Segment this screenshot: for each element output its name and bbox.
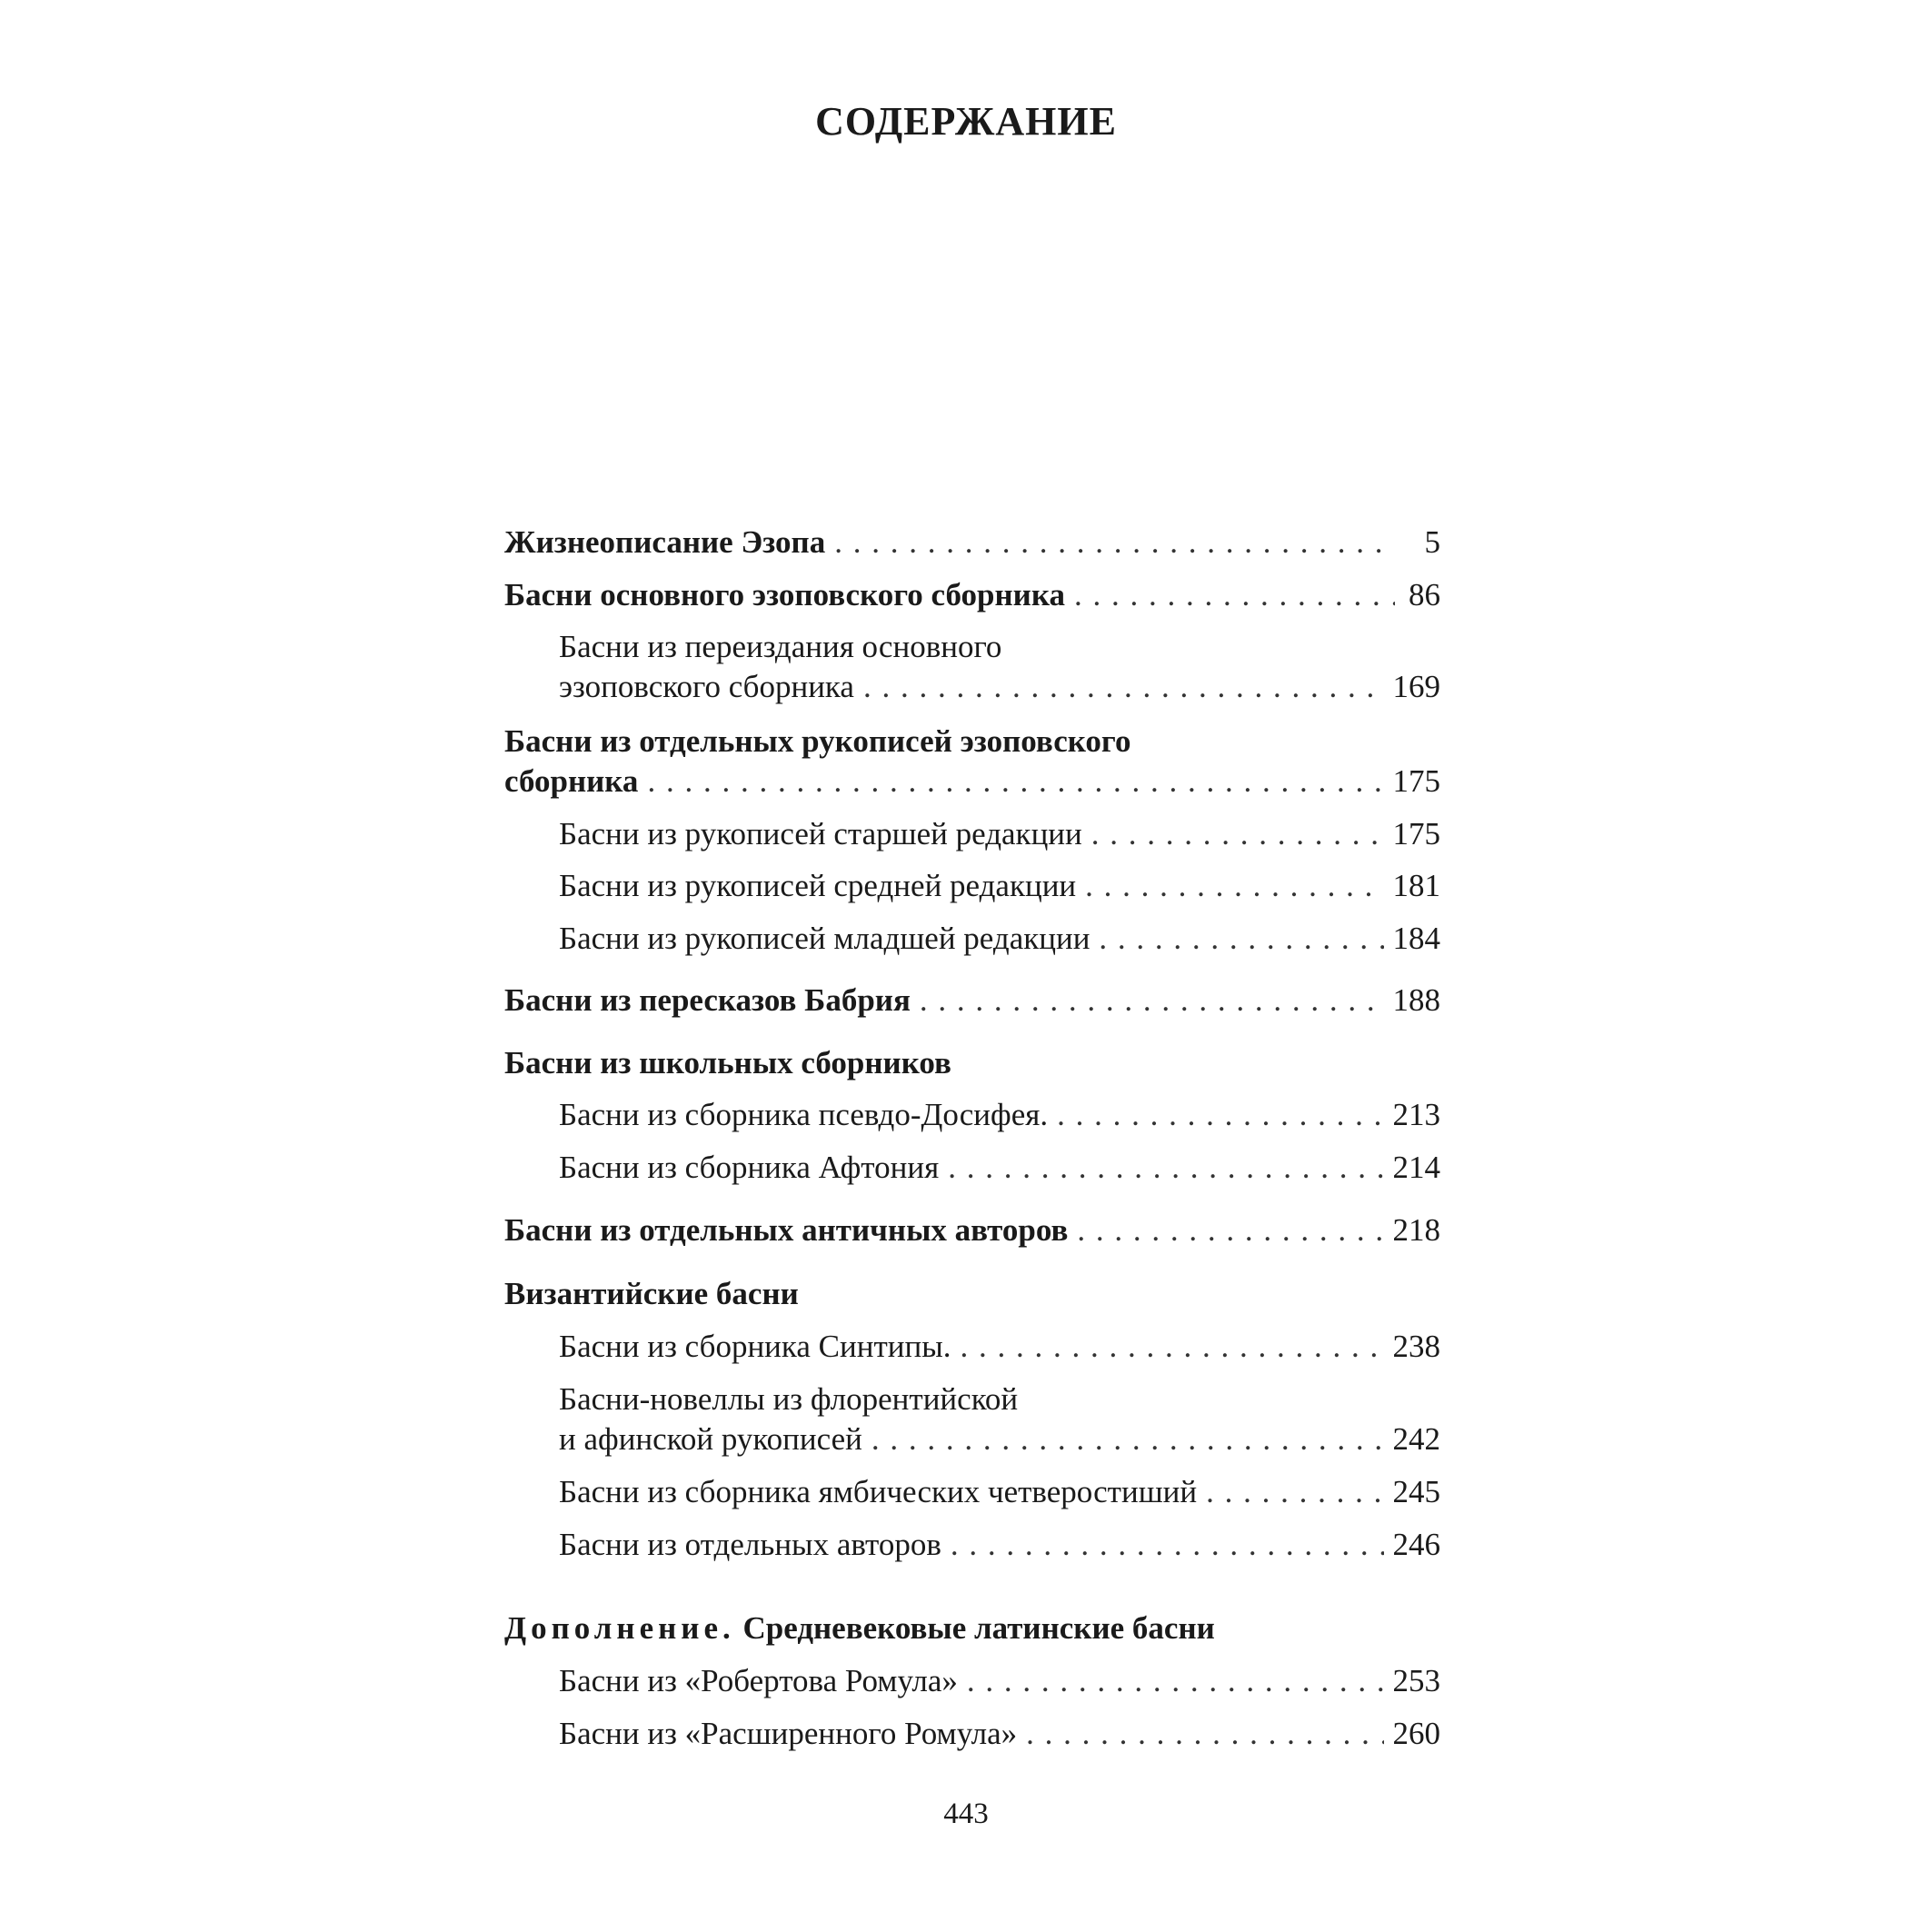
toc-page-number: 214 — [1392, 1150, 1440, 1185]
toc-page-number: 245 — [1392, 1474, 1440, 1509]
toc-entry-label: Басни из отдельных авторов — [559, 1527, 941, 1562]
toc-entry-label: Басни-новеллы из флорентийской — [559, 1381, 1019, 1417]
toc-page-number: 218 — [1392, 1212, 1440, 1248]
toc-entry-label: Византийские басни — [504, 1276, 799, 1311]
toc-entry[interactable] — [504, 520, 1440, 565]
toc-page-number: 175 — [1392, 763, 1440, 799]
toc-entry-label-rest: Средневековые латинские басни — [742, 1610, 1215, 1646]
toc-entry[interactable] — [559, 1324, 1440, 1369]
toc-entry-label: Басни из переиздания основного — [559, 629, 1002, 664]
toc-entry-label: Басни из рукописей младшей редакции — [559, 921, 1090, 956]
dot-leader — [920, 978, 1384, 1023]
toc-page-number: 175 — [1392, 816, 1440, 851]
toc-entry-label: Басни из «Робертова Ромула» — [559, 1663, 958, 1698]
toc-entry-label-spaced: Дополнение. — [504, 1610, 735, 1646]
dot-leader — [1074, 573, 1395, 618]
toc-entry[interactable] — [559, 1711, 1440, 1757]
toc-entry-label: и афинской рукописей — [559, 1421, 862, 1457]
toc-entry-label: Басни из отдельных рукописей эзоповского — [504, 723, 1131, 759]
toc-entry[interactable] — [559, 1658, 1440, 1704]
toc-entry-label: Басни из рукописей средней редакции — [559, 868, 1077, 903]
toc-entry[interactable] — [559, 863, 1440, 909]
toc-entry-label: Басни из сборника Афтония — [559, 1150, 940, 1185]
dot-leader — [863, 664, 1384, 710]
dot-leader — [871, 1417, 1384, 1462]
toc-entry[interactable] — [504, 1208, 1440, 1253]
toc-entry[interactable] — [559, 664, 1440, 710]
toc-entry-label: сборника — [504, 763, 639, 799]
dot-leader — [1085, 863, 1383, 909]
dot-leader — [951, 1522, 1384, 1568]
toc-entry-label — [504, 1606, 1215, 1651]
toc-entry-label: Басни из сборника псевдо-Досифея. — [559, 1097, 1049, 1132]
toc-entry[interactable] — [559, 916, 1440, 961]
toc-entry[interactable] — [559, 1145, 1440, 1190]
dot-leader — [647, 759, 1383, 804]
dot-leader — [967, 1658, 1384, 1704]
toc-entry[interactable] — [504, 573, 1440, 618]
toc-page-number: 246 — [1392, 1527, 1440, 1562]
dot-leader — [1206, 1469, 1383, 1515]
toc-entry[interactable] — [559, 1417, 1440, 1462]
toc-entry-label: Басни из пересказов Бабрия — [504, 982, 911, 1018]
toc-section-heading[interactable] — [504, 1606, 1440, 1651]
toc-entry-line[interactable] — [559, 624, 1440, 670]
toc-page-number: 86 — [1409, 577, 1440, 612]
toc-entry-line[interactable] — [559, 1377, 1440, 1422]
dot-leader — [1026, 1711, 1383, 1757]
toc-entry-label: Басни из сборника ямбических четверостиший — [559, 1474, 1198, 1509]
toc-entry[interactable] — [559, 812, 1440, 857]
dot-leader — [1091, 812, 1384, 857]
page-number: 443 — [943, 1798, 989, 1830]
toc-section-heading[interactable] — [504, 1041, 1440, 1086]
dot-leader — [961, 1324, 1384, 1369]
toc-entry-line[interactable] — [504, 719, 1440, 764]
toc-page-number: 169 — [1392, 669, 1440, 704]
toc-page-number: 253 — [1392, 1663, 1440, 1698]
dot-leader — [1099, 916, 1383, 961]
toc-page-number: 188 — [1392, 982, 1440, 1018]
dot-leader — [1057, 1092, 1383, 1138]
toc-page-number: 213 — [1392, 1097, 1440, 1132]
toc-page-number: 181 — [1392, 868, 1440, 903]
toc-entry-label: Басни основного эзоповского сборника — [504, 577, 1065, 612]
toc-entry[interactable] — [504, 978, 1440, 1023]
dot-leader — [1077, 1208, 1383, 1253]
page-title: СОДЕРЖАНИЕ — [815, 99, 1117, 144]
dot-leader — [948, 1145, 1383, 1190]
toc-entry-label: эзоповского сборника — [559, 669, 854, 704]
toc-page-number: 184 — [1392, 921, 1440, 956]
toc-entry-label: Басни из сборника Синтипы. — [559, 1329, 951, 1364]
toc-entry-label: Басни из «Расширенного Ромула» — [559, 1716, 1018, 1751]
toc-page-number: 260 — [1392, 1716, 1440, 1751]
toc-entry[interactable] — [504, 759, 1440, 804]
dot-leader — [834, 520, 1395, 565]
toc-page-number: 242 — [1392, 1421, 1440, 1457]
toc-entry-label: Жизнеописание Эзопа — [504, 524, 826, 560]
toc-entry[interactable] — [559, 1469, 1440, 1515]
toc-entry-label: Басни из школьных сборников — [504, 1045, 951, 1081]
toc-entry[interactable] — [559, 1092, 1440, 1138]
toc-entry-label: Басни из рукописей старшей редакции — [559, 816, 1082, 851]
toc-entry-label: Басни из отдельных античных авторов — [504, 1212, 1069, 1248]
toc-page-number: 238 — [1392, 1329, 1440, 1364]
toc-section-heading[interactable] — [504, 1271, 1440, 1317]
toc-page-number: 5 — [1424, 524, 1440, 560]
toc-entry[interactable] — [559, 1522, 1440, 1568]
